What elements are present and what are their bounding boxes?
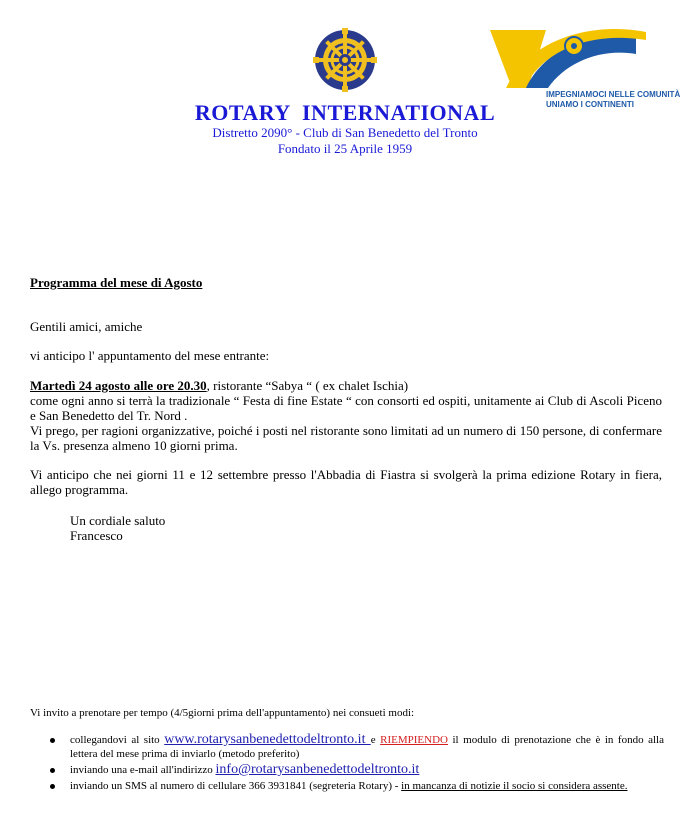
bullet-icon bbox=[50, 784, 55, 789]
closing-block bbox=[70, 513, 165, 543]
absence-note: in mancanza di notizie il socio si considera assente. bbox=[401, 780, 628, 792]
item-text: inviando una e-mail all'indirizzo bbox=[70, 764, 216, 776]
booking-intro: Vi invito a prenotare per tempo (4/5giorni prima dell'appuntamento) nei consueti modi: bbox=[30, 707, 415, 719]
event-description: come ogni anno si terrà la tradizionale “ Festa di fine Estate “ con consorti ed ospiti, unitamente ai Club di Ascoli Piceno e San Benedetto del Tr. Nord . bbox=[30, 393, 662, 423]
anniversary-logo bbox=[486, 26, 681, 110]
closing-salutation: Un cordiale saluto bbox=[70, 513, 166, 528]
event-confirmation: Vi prego, per ragioni organizzative, poiché i posti nel ristorante sono limitati ad un numero di 150 persone, di confermare la Vs. presenza almeno 10 giorni prima. bbox=[30, 423, 662, 453]
booking-list bbox=[48, 733, 664, 795]
anniversary-logo-line2: UNIAMO I CONTINENTI bbox=[546, 100, 634, 109]
item-text: collegandovi al sito bbox=[70, 734, 165, 746]
greeting: Gentili amici, amiche bbox=[30, 319, 143, 334]
fiera-paragraph: Vi anticipo che nei giorni 11 e 12 settembre presso l'Abbadia di Fiastra si svolgerà la prima edizione Rotary in fiera, allego programma. bbox=[30, 467, 662, 497]
bullet-icon bbox=[50, 738, 55, 743]
list-item bbox=[48, 763, 664, 777]
bullet-icon bbox=[50, 768, 55, 773]
item-text: inviando un SMS al numero di cellulare 366 3931841 (segreteria Rotary) - bbox=[70, 780, 402, 792]
signature: Francesco bbox=[70, 528, 123, 543]
item-text: e bbox=[370, 734, 381, 746]
email-link[interactable]: info@rotarysanbenedettodeltronto.it bbox=[215, 762, 420, 777]
district-line: Distretto 2090° - Club di San Benedetto del Tronto bbox=[212, 125, 478, 140]
intro-text: vi anticipo l' appuntamento del mese entrante: bbox=[30, 348, 270, 363]
list-item bbox=[48, 779, 664, 793]
anniversary-logo-line1: IMPEGNIAMOCI NELLE COMUNITÀ bbox=[546, 90, 681, 99]
item-text: il modulo di prenotazione che è in fondo alla lettera del mese prima di inviarlo (metodo preferito) bbox=[70, 734, 664, 760]
founded-line: Fondato il 25 Aprile 1959 bbox=[277, 141, 413, 156]
fill-in-emphasis: RIEMPIENDO bbox=[380, 734, 448, 746]
website-link[interactable]: www.rotarysanbenedettodeltronto.it bbox=[164, 732, 371, 747]
rotary-wheel-logo bbox=[313, 28, 377, 92]
program-title: Programma del mese di Agosto bbox=[30, 275, 203, 290]
event-date-time: Martedì 24 agosto alle ore 20.30 bbox=[30, 378, 207, 393]
org-title: ROTARY INTERNATIONAL bbox=[194, 100, 496, 125]
event-place: , ristorante “Sabya “ ( ex chalet Ischia) bbox=[206, 378, 409, 393]
list-item bbox=[48, 733, 664, 761]
event-paragraph bbox=[30, 378, 662, 453]
